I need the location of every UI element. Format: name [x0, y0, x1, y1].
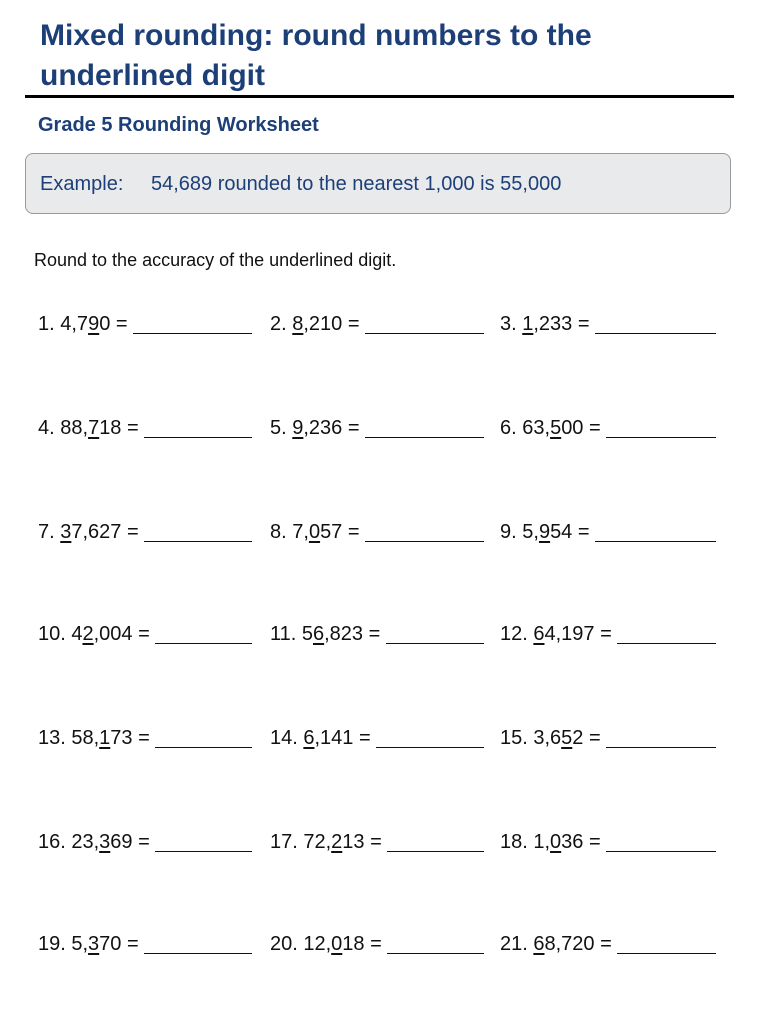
underlined-digit: 6 — [313, 623, 325, 645]
underlined-digit: 0 — [308, 521, 321, 543]
equals-sign: = — [121, 417, 145, 439]
problem-item — [270, 726, 484, 750]
answer-blank[interactable] — [144, 521, 252, 542]
problem-item — [38, 830, 252, 854]
problem-value: 68,720 — [533, 933, 595, 955]
problem-number: 4. — [38, 417, 61, 439]
problem-number: 1. — [38, 313, 61, 335]
example-box — [25, 153, 731, 214]
problem-value: 7,057 — [292, 521, 343, 543]
underlined-digit: 0 — [550, 831, 562, 853]
answer-blank[interactable] — [365, 521, 484, 542]
problem-value: 56,823 — [301, 623, 364, 645]
worksheet-title: Mixed rounding: round numbers to the underlined digit — [40, 19, 592, 92]
instructions: Round to the accuracy of the underlined digit. — [34, 250, 397, 270]
underlined-digit: 6 — [533, 623, 545, 645]
problem-value: 63,500 — [522, 417, 584, 439]
answer-blank[interactable] — [365, 313, 484, 334]
problem-number: 21. — [500, 933, 534, 955]
problem-number: 17. — [270, 831, 304, 853]
problem-value: 8,210 — [292, 313, 343, 335]
underlined-digit: 5 — [550, 417, 562, 439]
problem-item — [500, 622, 716, 646]
underlined-digit: 7 — [88, 417, 100, 439]
problem-number: 2. — [270, 313, 293, 335]
underlined-digit: 9 — [538, 521, 551, 543]
equals-sign: = — [342, 521, 366, 543]
underlined-digit: 9 — [292, 417, 304, 439]
equals-sign: = — [132, 831, 156, 853]
problem-item — [270, 520, 484, 544]
problem-value: 9,236 — [292, 417, 343, 439]
answer-blank[interactable] — [617, 933, 716, 954]
equals-sign: = — [583, 831, 607, 853]
problem-number: 9. — [500, 521, 523, 543]
problem-number: 8. — [270, 521, 293, 543]
answer-blank[interactable] — [376, 727, 484, 748]
equals-sign: = — [342, 417, 366, 439]
problem-item — [500, 830, 716, 854]
problem-item — [38, 726, 252, 750]
problem-number: 6. — [500, 417, 523, 439]
problem-number: 3. — [500, 313, 523, 335]
answer-blank[interactable] — [387, 831, 484, 852]
problem-value: 1,233 — [522, 313, 573, 335]
problem-item — [500, 932, 716, 956]
equals-sign: = — [594, 623, 618, 645]
equals-sign: = — [342, 313, 366, 335]
problem-item — [270, 416, 484, 440]
problem-item — [270, 622, 484, 646]
underlined-digit: 6 — [533, 933, 545, 955]
problem-value: 5,370 — [71, 933, 122, 955]
problem-number: 13. — [38, 727, 72, 749]
answer-blank[interactable] — [144, 417, 252, 438]
problem-item — [500, 726, 716, 750]
problem-number: 16. — [38, 831, 72, 853]
underlined-digit: 2 — [82, 623, 94, 645]
answer-blank[interactable] — [387, 933, 484, 954]
underlined-digit: 3 — [99, 831, 111, 853]
problem-number: 18. — [500, 831, 534, 853]
problem-item — [38, 416, 252, 440]
problem-number: 10. — [38, 623, 72, 645]
problem-item — [38, 622, 252, 646]
problem-number: 20. — [270, 933, 304, 955]
problem-item — [38, 932, 252, 956]
answer-blank[interactable] — [606, 417, 716, 438]
problem-value: 3,652 — [533, 727, 584, 749]
equals-sign: = — [132, 727, 156, 749]
answer-blank[interactable] — [606, 831, 716, 852]
problem-value: 88,718 — [60, 417, 122, 439]
equals-sign: = — [364, 831, 388, 853]
problem-value: 12,018 — [303, 933, 365, 955]
problem-value: 1,036 — [533, 831, 584, 853]
equals-sign: = — [110, 313, 134, 335]
problem-item — [500, 312, 716, 336]
underlined-digit: 8 — [292, 313, 304, 335]
answer-blank[interactable] — [595, 521, 716, 542]
answer-blank[interactable] — [617, 623, 716, 644]
equals-sign: = — [353, 727, 377, 749]
answer-blank[interactable] — [144, 933, 252, 954]
example-text: 54,689 rounded to the nearest 1,000 is 55,000 — [151, 173, 562, 195]
underlined-digit: 3 — [60, 521, 72, 543]
underlined-digit: 9 — [88, 313, 100, 335]
underlined-digit: 0 — [331, 933, 343, 955]
underlined-digit: 6 — [303, 727, 315, 749]
problem-value: 64,197 — [533, 623, 595, 645]
underlined-digit: 2 — [331, 831, 343, 853]
problem-number: 19. — [38, 933, 72, 955]
equals-sign: = — [594, 933, 618, 955]
problem-value: 42,004 — [71, 623, 133, 645]
problem-item — [38, 312, 252, 336]
answer-blank[interactable] — [386, 623, 484, 644]
answer-blank[interactable] — [133, 313, 252, 334]
problem-number: 5. — [270, 417, 293, 439]
problem-number: 15. — [500, 727, 534, 749]
problem-number: 11. — [270, 623, 302, 645]
answer-blank[interactable] — [595, 313, 716, 334]
problem-item — [500, 416, 716, 440]
equals-sign: = — [364, 933, 388, 955]
title-divider — [25, 95, 734, 98]
underlined-digit: 3 — [88, 933, 100, 955]
equals-sign: = — [583, 417, 607, 439]
problem-item — [270, 830, 484, 854]
problem-value: 37,627 — [60, 521, 122, 543]
equals-sign: = — [572, 313, 596, 335]
problem-value: 4,790 — [60, 313, 111, 335]
equals-sign: = — [363, 623, 386, 645]
answer-blank[interactable] — [606, 727, 716, 748]
problem-value: 5,954 — [522, 521, 573, 543]
problem-number: 7. — [38, 521, 61, 543]
problem-number: 12. — [500, 623, 534, 645]
answer-blank[interactable] — [365, 417, 484, 438]
problem-value: 72,213 — [303, 831, 365, 853]
worksheet-subtitle: Grade 5 Rounding Worksheet — [38, 114, 319, 136]
problem-value: 6,141 — [303, 727, 354, 749]
underlined-digit: 1 — [99, 727, 111, 749]
problem-value: 23,369 — [71, 831, 133, 853]
underlined-digit: 1 — [522, 313, 534, 335]
equals-sign: = — [572, 521, 596, 543]
equals-sign: = — [132, 623, 156, 645]
equals-sign: = — [583, 727, 607, 749]
equals-sign: = — [121, 933, 145, 955]
answer-blank[interactable] — [155, 623, 252, 644]
answer-blank[interactable] — [155, 727, 252, 748]
problem-item — [500, 520, 716, 544]
problem-value: 58,173 — [71, 727, 133, 749]
answer-blank[interactable] — [155, 831, 252, 852]
equals-sign: = — [121, 521, 145, 543]
problem-item — [38, 520, 252, 544]
problem-number: 14. — [270, 727, 304, 749]
problem-item — [270, 312, 484, 336]
underlined-digit: 5 — [561, 727, 573, 749]
problem-item — [270, 932, 484, 956]
example-label: Example: — [40, 173, 124, 195]
